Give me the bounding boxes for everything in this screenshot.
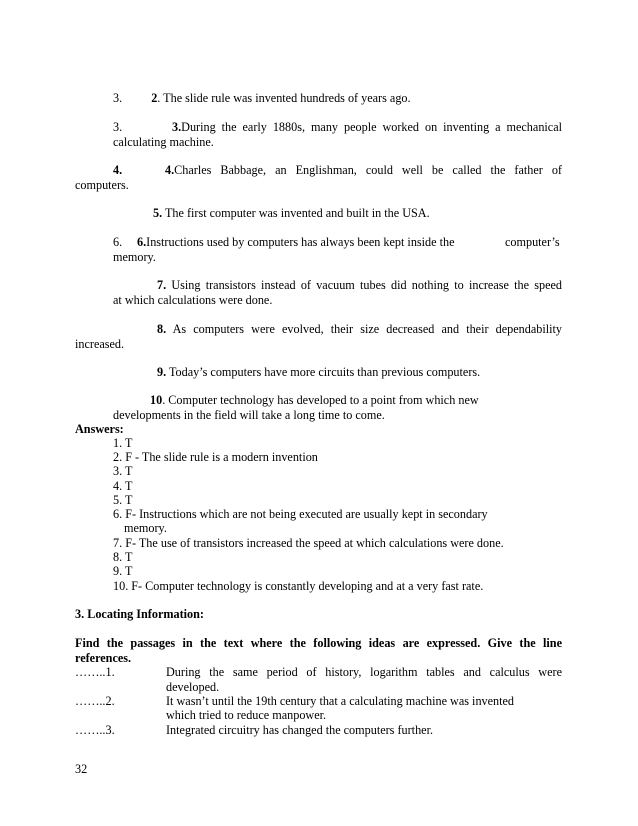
statement-2 [113, 91, 411, 105]
statement-number: 2 [151, 91, 158, 105]
answer-item: 10. F- Computer technology is constantly developing and at a very fast rate. [113, 579, 484, 593]
statement-8-line1 [157, 322, 562, 336]
statement-number: 10 [150, 393, 163, 407]
statement-number: 3. [172, 120, 182, 134]
statement-6-line1-end: computer’s [505, 235, 560, 249]
answer-item: 8. T [113, 550, 133, 564]
statement-6-line2: memory. [113, 250, 156, 264]
statement-6-line1 [137, 235, 454, 249]
statement-text: The first computer was invented and built in the USA. [162, 206, 430, 220]
statement-number: 5. [153, 206, 163, 220]
statement-10-line1 [150, 393, 479, 407]
answer-item: 9. T [113, 564, 133, 578]
locate-item-text: Integrated circuitry has changed the computers further. [166, 723, 433, 737]
statement-4-line1 [165, 163, 562, 177]
statement-number: 8. [157, 322, 167, 336]
statement-text: Using transistors instead of vacuum tubes did nothing to increase the speed [166, 278, 562, 292]
section-instruction-line2: references. [75, 651, 132, 665]
statement-text: . The slide rule was invented hundreds of years ago. [157, 91, 411, 105]
locate-item-label: ……..2. [75, 694, 115, 708]
statement-text: Instructions used by computers has always been kept inside the [146, 235, 455, 249]
statement-number: 4. [165, 163, 175, 177]
statement-10-line2: developments in the field will take a long time to come. [113, 408, 385, 422]
statement-5 [153, 206, 430, 220]
locate-item-label: ……..1. [75, 665, 115, 679]
locate-item-text-cont: which tried to reduce manpower. [166, 708, 327, 722]
answers-heading: Answers: [75, 422, 124, 436]
locate-item-label: ……..3. [75, 723, 115, 737]
page-number: 32 [75, 762, 88, 776]
statement-4-prefix: 4. [113, 163, 123, 177]
answer-item: 2. F - The slide rule is a modern invention [113, 450, 318, 464]
statement-text: During the early 1880s, many people worked on inventing a mechanical [181, 120, 562, 134]
statement-number: 6. [137, 235, 147, 249]
statement-9 [157, 365, 480, 379]
statement-text: . Computer technology has developed to a point from which new [162, 393, 479, 407]
locate-item-text: During the same period of history, logarithm tables and calculus were [166, 665, 562, 679]
answer-item: 1. T [113, 436, 133, 450]
statement-7-line1 [157, 278, 562, 292]
answer-item: 3. T [113, 464, 133, 478]
answer-item: 6. F- Instructions which are not being executed are usually kept in secondary [113, 507, 488, 521]
statement-number: 7. [157, 278, 167, 292]
answer-item: 7. F- The use of transistors increased the speed at which calculations were done. [113, 536, 504, 550]
statement-text: Today’s computers have more circuits than previous computers. [166, 365, 481, 379]
locate-item-text: It wasn’t until the 19th century that a calculating machine was invented [166, 694, 515, 708]
statement-3-prefix: 3. [113, 120, 123, 134]
statement-text: Charles Babbage, an Englishman, could well be called the father of [174, 163, 562, 177]
statement-6-prefix: 6. [113, 235, 123, 249]
answer-item: 4. T [113, 479, 133, 493]
statement-4-line2: computers. [75, 178, 129, 192]
statement-3-line1 [172, 120, 562, 134]
statement-prefix: 3. [113, 91, 123, 105]
answer-item: 5. T [113, 493, 133, 507]
statement-text: As computers were evolved, their size decreased and their dependability [166, 322, 562, 336]
section-instruction-line1: Find the passages in the text where the following ideas are expressed. Give the line [75, 636, 562, 650]
statement-number: 9. [157, 365, 167, 379]
section-heading: 3. Locating Information: [75, 607, 204, 621]
statement-8-line2: increased. [75, 337, 125, 351]
locate-item-text-cont: developed. [166, 680, 220, 694]
statement-3-line2: calculating machine. [113, 135, 214, 149]
answer-item-continuation: memory. [124, 521, 167, 535]
statement-7-line2: at which calculations were done. [113, 293, 273, 307]
